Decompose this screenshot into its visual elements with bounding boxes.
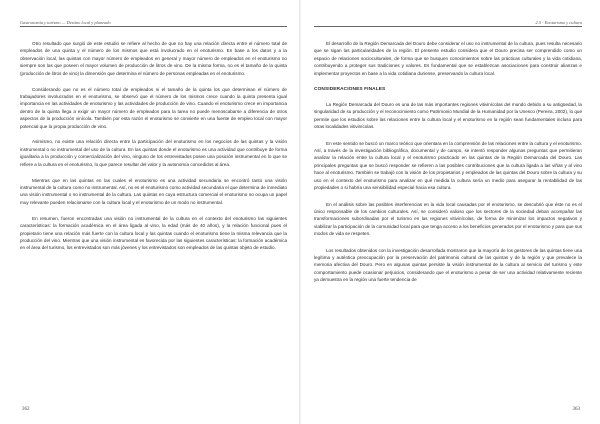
running-head-section: 2.5 - Enoturismo y cultura xyxy=(535,20,582,25)
body-text xyxy=(314,40,582,77)
page-number: 362 xyxy=(22,407,30,412)
running-head xyxy=(20,20,287,27)
page-number: 363 xyxy=(572,407,580,412)
paragraph: En resumen, fueron encontradas una visión no instrumental de la cultura en el contexto del enoturismo las siguientes características: la formación académica en el área ligada al vino, la edad (más de 40 años), y la relación funcional pues el propietario tiene una relación más fuerte con la cultura local y las quintas cuando el enoturismo tiene la misma relevancia que la producción del vino. Mientras que una visión instrumental es favorecida por las siguientes características: la formación académica en el área del turismo, los entrevistados son más jóvenes y los entrevistados son empleados de las quintas objeto de estudio. xyxy=(20,215,287,251)
right-page xyxy=(300,0,600,424)
paragraph: Los resultados obtenidos con la investigación desarrollada mostraron que la mayoría de los gestores de las quintas tiene una legítima y auténtica preocupación por la preservación del patrimonio cultural de las quintas y de la región y que prevalece la memoria afectiva del Douro. Pero en algunas quintas persiste la visión instrumental de la cultura al servicio del turismo y este comportamiento puede ocasionar perjuicios, considerando que el enoturismo a pesar de ser una actividad relativamente reciente ya demuestra en la región una fuerte tendencia de xyxy=(314,247,582,283)
paragraph: Otro resultado que surgió de este estudio se refiere al hecho de que no hay una relación directa entre el número total de empleados de una quinta y el número de los mismos que está involucrado en el enoturismo. En base a los datos y a la observación local, las quintas con mayor número de empleados en general y mayor número de empleados en el enoturismo no siempre son las que poseen el mayor volumen de producción de litros de vino. De la misma forma, no es el tamaño de la quinta (producción de litros de vino) la dimensión que determina el número de personas empleadas en el enoturismo. xyxy=(20,41,287,76)
paragraph: Considerando que no es el número total de empleados ni el tamaño de la quinta los que determinan el número de trabajadores involucrados en el enoturismo, se observó que el número de los mismos crece cuando la quinta presenta igual importancia en las actividades de enoturismo y las actividades de producción de vino. Cuando el enoturismo crece en importancia dentro de la quinta llega a exigir un mayor número de empleados para la tarea no puede menoscabarse a diferencia de otros aspectos de la producción vinícola. También por esta razón el enoturismo se convierte en una fuente de empleo local con mayor potencial que la propia producción de vino. xyxy=(20,86,287,129)
section-heading: CONSIDERACIONES FINALES xyxy=(314,87,386,93)
paragraph: En este sentido se buscó un marco teórico que orientara en la comprensión de las relaciones entre la cultura y el enoturismo. Así, a través de la investigación bibliográfica, documental y de campo, se intentó responder algunas preguntas que permitieran analizar la relación entre la cultura local y el enoturismo practicado en las quintas de la Región Demarcada del Douro. Las principales preguntas que se buscó responder se refieren a las posibles contribuciones que la cultura ligada a las viñas y al vino hace al enoturismo. También se trabajó con la visión de los propietarios y empleados de las quintas del Douro sobre la cultura y su uso en el contexto del enoturismo para analizar en qué medida la cultura sería un medio para asegurar la rentabilidad de las propiedades o si habría una sensibilidad especial hacia esa cultura. xyxy=(314,140,582,191)
paragraph: En el análisis sobre las posibles interferencias en la vida local causadas por el enoturismo, se descubrió que éste no es el único responsable de los cambios culturales. Así, se consideró valioso que los sectores de la sociedad deban acompañar las transformaciones subordinadas por el turismo en las regiones vitivinícolas, de forma de minimizar los impactos negativos y viabilizar la participación de la comunidad local para que tenga acceso a los beneficios generados por el enoturismo y para que sus modos de vida se respeten. xyxy=(314,201,582,237)
body-text xyxy=(314,101,582,284)
paragraph: Asimismo, no existe una relación directa entre la participación del enoturismo en los negocios de las quintas y la visión instrumental o no instrumental del uso de la cultura. En las quintas donde el enoturismo es una actividad que contribuye de forma igualitaria a la producción y comercialización del vino, ninguno de los entrevistados posee una posición instrumental en lo que se refiere a la cultura en el enoturismo, lo que parece resultar del valor y la autonomía concedidos al área. xyxy=(20,139,287,167)
paragraph: La Región Demarcada del Douro es una de las más importantes regiones vitivinícolas del mundo debido a su antigüedad, la singularidad de su producción y el reconocimiento como Patrimonio Mundial de la Humanidad por la Unesco (Pereira, 2002), lo que permite que los estudios sobre las relaciones entre la cultura local y el enoturismo en la región sean fundamentales incluso para otras localidades vitivinícolas. xyxy=(314,102,582,130)
running-head-title: Gastronomía y turismo — Destino local y planeado xyxy=(20,20,111,25)
paragraph: El desarrollo de la Región Demarcada del Douro debe considerar el uso no instrumental de la cultura, pues resulta necesario que se sigan las particularidades de la región. El presente estudio considera que el Douro precisa ser comprendido como un espacio de relaciones socioculturales, de forma que se busquen conocimientos sobre las prácticas culturales y la vida cotidiana, contribuyendo a proteger sus tradiciones y valores. Es fundamental que se establezcan asociaciones para construir alianzas e implementar proyectos en base a la vida cotidiana duriense, preservando la cultura local. xyxy=(314,41,582,76)
paragraph: Mientras que en las quintas en las cuales el enoturismo es una actividad secundaria se encontró tanto una visión instrumental de la cultura como no instrumental. Así, no es el enoturismo como actividad secundaria el que determina de inmediato una visión instrumental o no instrumental de la cultura. Las quintas en cuya estructura comercial el enoturismo no ocupa un papel muy relevante pueden relacionarse con la cultura local y el enoturismo de un modo no instrumental. xyxy=(20,177,287,205)
running-head xyxy=(314,20,582,27)
body-text xyxy=(20,40,287,252)
